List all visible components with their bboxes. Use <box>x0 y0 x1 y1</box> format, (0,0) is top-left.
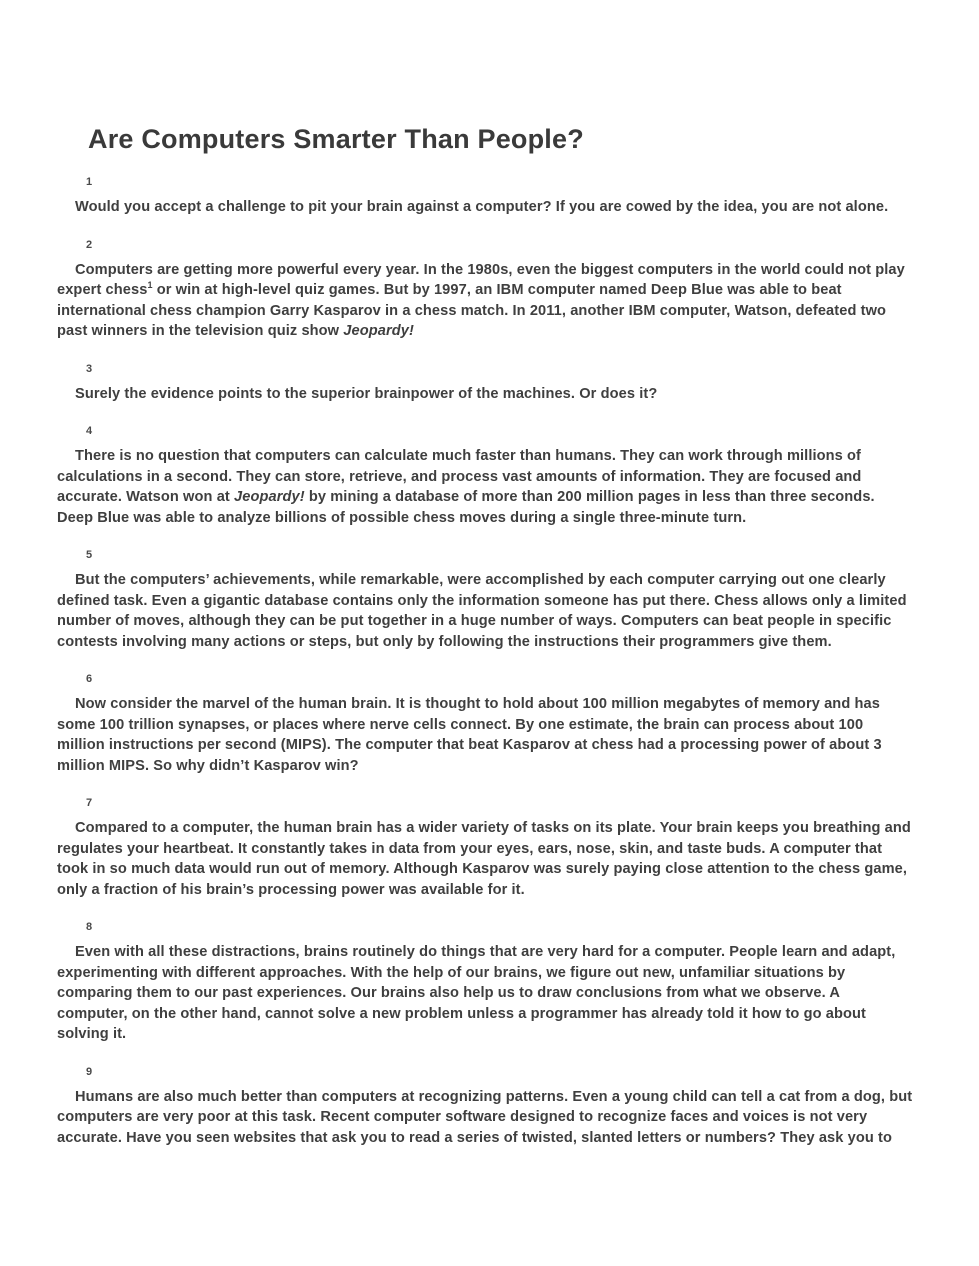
paragraph-text: Compared to a computer, the human brain has a wider variety of tasks on its plate. Your brain keeps you breathing and regulates your heartbeat. It constantly takes in data from your eyes, ears, nose, skin, and taste buds. A computer that took in so much data would run out of memory. Although Kasparov was surely paying close attention to the chess game, only a fraction of his brain’s processing power was available for it. <box>57 820 911 898</box>
paragraph-number: 8 <box>86 921 93 933</box>
paragraph <box>57 364 913 405</box>
paragraph-number: 6 <box>86 673 93 685</box>
paragraph <box>57 798 913 900</box>
paragraph-text: Humans are also much better than computers at recognizing patterns. Even a young child can tell a cat from a dog, but computers are very poor at this task. Recent computer software designed to recognize faces and voices is not very accurate. Have you seen websites that ask you to read a series of twisted, slanted letters or numbers? They ask you to <box>57 1088 913 1146</box>
paragraph <box>57 240 913 342</box>
paragraph-number: 5 <box>86 549 93 561</box>
paragraph-number: 3 <box>86 362 93 375</box>
paragraph-text: Even with all these distractions, brains routinely do things that are very hard for a computer. People learn and adapt, experimenting with different approaches. With the help of our brains, we figure out new, unfamiliar situations by comparing them to our past experiences. Our brains also help us to draw conclusions from what we observe. A computer, on the other hand, cannot solve a new problem unless a programmer has already told it how to go about solving it. <box>57 944 896 1042</box>
paragraph-number: 4 <box>86 425 93 437</box>
paragraph <box>57 550 913 652</box>
paragraph <box>57 1067 913 1149</box>
article-body <box>57 177 913 1148</box>
paragraph-text: Surely the evidence points to the superior brainpower of the machines. Or does it? <box>75 385 658 402</box>
paragraph-text: Now consider the marvel of the human brain. It is thought to hold about 100 million megabytes of memory and has some 100 trillion synapses, or places where nerve cells connect. By one estimate, the brain can process about 100 million instructions per second (MIPS). The computer that beat Kasparov at chess had a processing power of about 3 million MIPS. So why didn’t Kasparov win? <box>57 696 882 774</box>
paragraph-text: But the computers’ achievements, while remarkable, were accomplished by each computer carrying out one clearly defined task. Even a gigantic database contains only the information someone has put there. Chess allows only a limited number of moves, although they can be put together in a huge number of ways. Computers can beat people in specific contests involving many actions or steps, but only by following the instructions their programmers give them. <box>57 572 907 650</box>
paragraph <box>57 177 913 218</box>
paragraph <box>57 922 913 1045</box>
paragraph-text: Would you accept a challenge to pit your brain against a computer? If you are cowed by the idea, you are not alone. <box>75 199 889 215</box>
paragraph <box>57 426 913 528</box>
document-title: Are Computers Smarter Than People? <box>88 124 584 154</box>
paragraph-number: 2 <box>86 238 93 251</box>
paragraph-text: There is no question that computers can calculate much faster than humans. They can work through millions of calculations in a second. They can store, retrieve, and process vast amounts of information. They are focused and accurate. Watson won at Jeopardy! by mining a database of more than 200 million pages in less than three seconds. Deep Blue was able to analyze billions of possible chess moves during a single three-minute turn. <box>57 448 875 526</box>
paragraph-number: 9 <box>86 1065 93 1078</box>
paragraph-number: 7 <box>86 797 93 809</box>
paragraph-number: 1 <box>86 176 93 188</box>
paragraph <box>57 674 913 776</box>
paragraph-text: Computers are getting more powerful every year. In the 1980s, even the biggest computers in the world could not play expert chess$^1$ or win at high-level quiz games. But by 1997, an IBM computer named Deep Blue was able to beat international chess champion Garry Kasparov in a chess match. In 2011, another IBM computer, Watson, defeated two past winners in the television quiz show Jeopardy! <box>57 261 905 339</box>
